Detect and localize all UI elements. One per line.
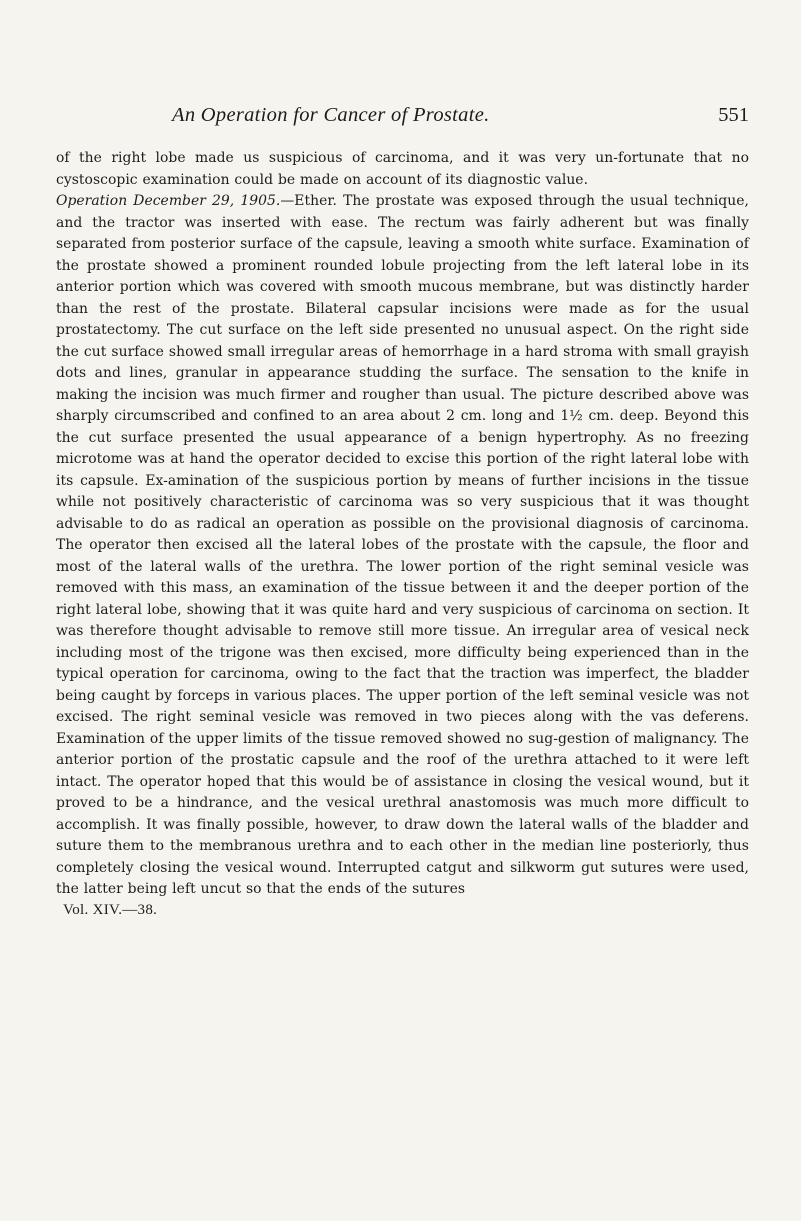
paragraph-continuation: of the right lobe made us suspicious of carcinoma, and it was very un-fortunate that no cystoscopic examination could be made on account of its diagnostic value. <box>56 150 749 188</box>
running-head <box>56 104 749 130</box>
paragraph-operation <box>56 191 749 901</box>
running-title: An Operation for Cancer of Prostate. <box>172 104 490 126</box>
operation-description: —Ether. The prostate was exposed through the usual technique, and the tractor was inserted with ease. The rectum was fairly adherent but was finally separated from posterior surface of the capsule, leaving a smooth white surface. Examination of the prostate showed a prominent rounded lobule projecting from the left lateral lobe in its anterior portion which was covered with smooth mucous membrane, but was distinctly harder than the rest of the prostate. Bilateral capsular incisions were made as for the usual prostatectomy. The cut surface on the left side presented no unusual aspect. On the right side the cut surface showed small irregular areas of hemorrhage in a hard stroma with small grayish dots and lines, granular in appearance studding the surface. The sensation to the knife in making the incision was much firmer and rougher than usual. The picture described above was sharply circumscribed and confined to an area about 2 cm. long and 1½ cm. deep. Beyond this the cut surface presented the usual appearance of a benign hypertrophy. As no freezing microtome was at hand the operator decided to excise this portion of the right lateral lobe with its capsule. Ex-amination of the suspicious portion by means of further incisions in the tissue while not positively characteristic of carcinoma was so very suspicious that it was thought advisable to do as radical an operation as possible on the provisional diagnosis of carcinoma. The operator then excised all the lateral lobes of the prostate with the capsule, the floor and most of the lateral walls of the urethra. The lower portion of the right seminal vesicle was removed with this mass, an examination of the tissue between it and the deeper portion of the right lateral lobe, showing that it was quite hard and very suspicious of carcinoma on section. It was therefore thought advisable to remove still more tissue. An irregular area of vesical neck including most of the trigone was then excised, more difficulty being experienced than in the typical operation for carcinoma, owing to the fact that the traction was imperfect, the bladder being caught by forceps in various places. The upper portion of the left seminal vesicle was not excised. The right seminal vesicle was removed in two pieces along with the vas deferens. Examination of the upper limits of the tissue removed showed no sug-gestion of malignancy. The anterior portion of the prostatic capsule and the roof of the urethra attached to it were left intact. The operator hoped that this would be of assistance in closing the vesical wound, but it proved to be a hindrance, and the vesical urethral anastomosis was much more difficult to accomplish. It was finally possible, however, to draw down the lateral walls of the bladder and suture them to the membranous urethra and to each other in the median line posteriorly, thus completely closing the vesical wound. Interrupted catgut and silkworm gut sutures were used, the latter being left uncut so that the ends of the sutures <box>56 193 749 897</box>
operation-date-heading: Operation December 29, 1905. <box>56 193 281 209</box>
signature-mark: Vol. XIV.—38. <box>63 901 158 918</box>
document-page <box>56 104 749 919</box>
body-text <box>56 148 749 901</box>
page-number: 551 <box>718 104 749 126</box>
